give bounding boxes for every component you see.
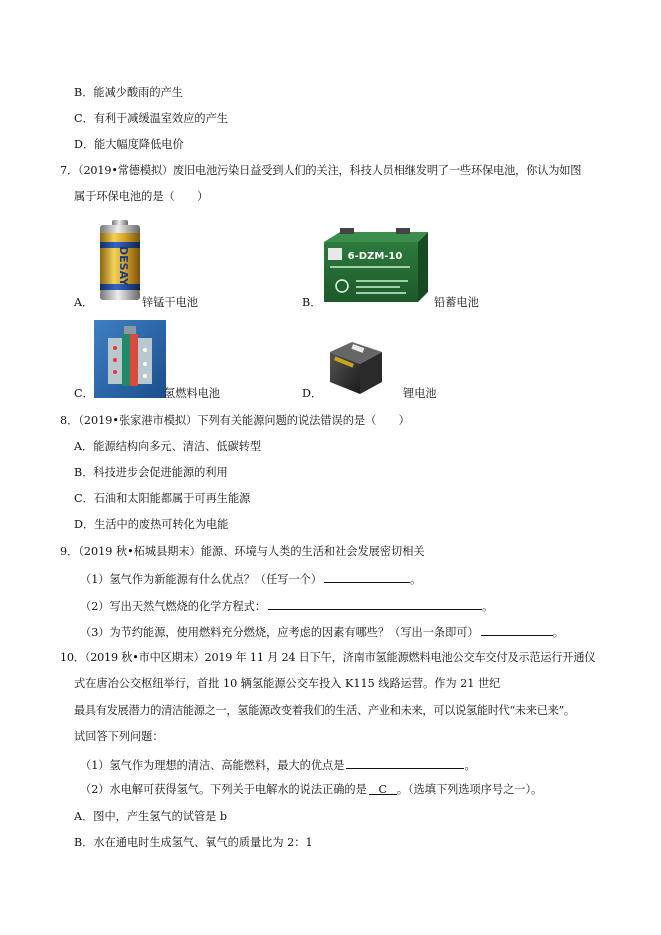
q7-option-a-caption: 锌锰干电池 [142, 296, 198, 309]
lead-acid-battery-image [318, 226, 434, 308]
q10-stem-line2: 式在唐冶公交枢纽举行，首批 10 辆氢能源公交车投入 K115 线路运营。作为 21 世纪 [74, 677, 501, 690]
lithium-battery-image [322, 334, 386, 398]
q9-sub1 [80, 571, 421, 587]
q10-sub2-text: （2）水电解可获得氢气。下列关于电解水的说法正确的是 [80, 783, 367, 796]
q10-sub2-end: 。（选填下列选项序号之一）。 [396, 783, 543, 796]
q6-option-b: B．能减少酸雨的产生 [74, 86, 183, 99]
battery-model-label: 6-DZM-10 [347, 251, 403, 262]
q9-sub1-answer-blank[interactable] [324, 571, 410, 583]
q9-sub2 [80, 598, 493, 614]
q10-option-a: A．图中，产生氢气的试管是 b [74, 810, 228, 823]
q9-sub3-end: 。 [552, 626, 564, 639]
q10-sub1-end: 。 [464, 759, 476, 772]
hydrogen-fuel-cell-image [94, 320, 166, 398]
zinc-manganese-battery-image [94, 220, 146, 304]
q10-sub1 [80, 757, 476, 773]
q8-option-a: A．能源结构向多元、清洁、低碳转型 [74, 440, 262, 453]
q8-stem: 8．（2019•张家港市模拟）下列有关能源问题的说法错误的是（ ） [60, 414, 410, 427]
q9-sub2-answer-blank[interactable] [268, 598, 482, 610]
q9-sub1-text: （1）氢气作为新能源有什么优点？（任写一个） [80, 573, 323, 586]
q7-option-b-caption: 铅蓄电池 [434, 296, 479, 309]
q7-option-c-letter: C． [74, 387, 94, 400]
q9-stem: 9．（2019 秋•柘城县期末）能源、环境与人类的生活和社会发展密切相关 [60, 545, 425, 558]
q10-sub1-text: （1）氢气作为理想的清洁、高能燃料，最大的优点是 [80, 759, 345, 772]
q8-option-b: B．科技进步会促进能源的利用 [74, 466, 228, 479]
q9-sub3 [80, 624, 564, 640]
q7-option-c-caption: 氢燃料电池 [164, 387, 220, 400]
q8-option-c: C．石油和太阳能都属于可再生能源 [74, 492, 251, 505]
q9-sub3-answer-blank[interactable] [481, 624, 553, 636]
q10-stem-line4: 试回答下列问题： [74, 730, 164, 743]
q10-option-b: B．水在通电时生成氢气、氧气的质量比为 2：1 [74, 836, 313, 849]
q6-option-d: D．能大幅度降低电价 [74, 138, 184, 151]
q7-option-d-letter: D． [302, 387, 323, 400]
q9-sub3-text: （3）为节约能源，使用燃料充分燃烧，应考虑的因素有哪些？（写出一条即可） [80, 626, 479, 639]
q8-option-d: D．生活中的废热可转化为电能 [74, 518, 229, 531]
q9-sub2-text: （2）写出天然气燃烧的化学方程式： [80, 600, 267, 613]
q7-option-a-letter: A． [74, 296, 94, 309]
q10-sub1-answer-blank[interactable] [346, 757, 464, 769]
q10-sub2-answer[interactable]: C [369, 783, 397, 795]
q10-stem-line1: 10．（2019 秋•市中区期末）2019 年 11 月 24 日下午，济南市氢能源燃料电池公交车交付及示范运行开通仪 [60, 651, 596, 664]
q7-stem-line2: 属于环保电池的是（ ） [74, 190, 209, 203]
q6-option-c: C．有利于减缓温室效应的产生 [74, 112, 228, 125]
q10-sub2 [80, 783, 542, 797]
q7-option-d-caption: 锂电池 [403, 387, 437, 400]
q10-stem-line3: 最具有发展潜力的清洁能源之一，氢能源改变着我们的生活、产业和未来，可以说氢能时代“未来已来”。 [74, 704, 575, 717]
q7-stem-line1: 7．（2019•常德模拟）废旧电池污染日益受到人们的关注，科技人员相继发明了一些环保电池，你认为如图 [60, 164, 582, 177]
q9-sub1-end: 。 [410, 573, 422, 586]
desay-brand-label: DESAY [117, 246, 130, 286]
q7-option-b-letter: B． [302, 296, 322, 309]
q9-sub2-end: 。 [482, 600, 494, 613]
